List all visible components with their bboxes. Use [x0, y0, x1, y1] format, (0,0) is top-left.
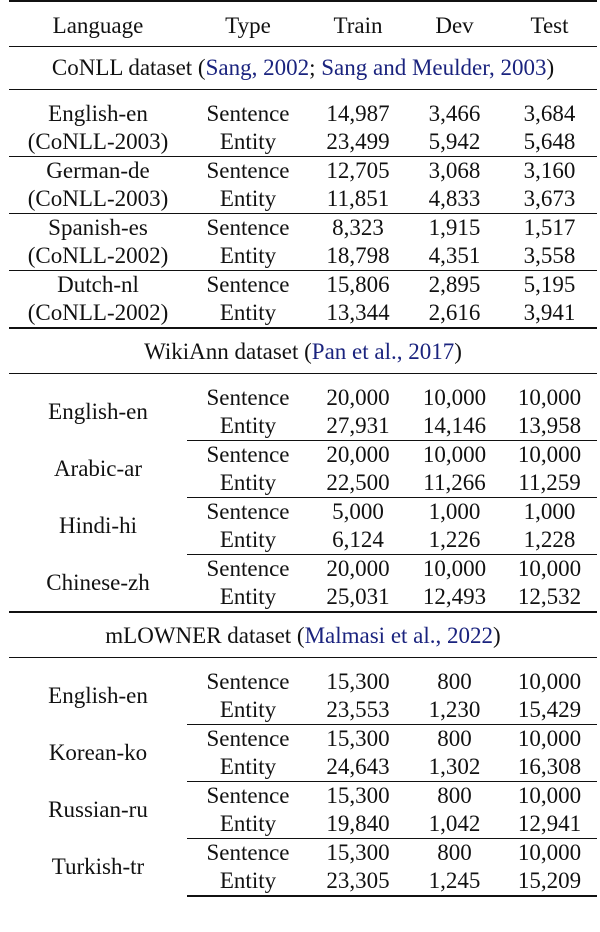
table-row	[9, 782, 597, 811]
language-sub-cell: (CoNLL-2003)	[9, 185, 187, 214]
type-cell: Entity	[187, 526, 309, 555]
language-cell: Dutch-nl	[57, 272, 139, 297]
type-cell: Entity	[219, 584, 277, 609]
dev-cell: 800	[437, 726, 472, 751]
citation-separator: ;	[309, 55, 322, 80]
test-cell: 12,532	[517, 584, 582, 609]
table-row	[9, 100, 597, 128]
dev-cell: 10,000	[422, 556, 487, 581]
language-sub-cell: (CoNLL-2003)	[9, 128, 187, 157]
section-title	[9, 328, 597, 374]
test-cell: 1,000	[523, 499, 576, 524]
dev-cell: 2,616	[428, 300, 481, 325]
dev-cell: 11,266	[407, 469, 502, 498]
test-cell: 10,000	[517, 556, 582, 581]
train-cell: 15,806	[326, 272, 390, 297]
test-cell: 10,000	[517, 783, 582, 808]
dev-cell: 1,000	[428, 499, 481, 524]
header-row	[9, 1, 597, 47]
test-cell: 13,958	[502, 412, 597, 441]
dev-cell: 4,833	[407, 185, 502, 214]
test-cell: 10,000	[517, 385, 582, 410]
train-cell: 23,305	[309, 867, 407, 896]
language-cell: Turkish-tr	[51, 854, 145, 880]
train-cell: 20,000	[326, 556, 390, 581]
col-header-test: Test	[502, 1, 597, 47]
stats-table	[9, 0, 597, 897]
table-row	[9, 299, 597, 328]
type-cell: Entity	[187, 242, 309, 271]
table-row	[9, 242, 597, 271]
dev-cell: 800	[437, 840, 472, 865]
dataset-statistics-table	[9, 0, 597, 897]
col-header-type: Type	[187, 1, 309, 47]
train-cell: 13,344	[326, 300, 390, 325]
type-cell: Sentence	[206, 783, 290, 808]
language-cell: Arabic-ar	[53, 456, 143, 481]
citation-link[interactable]: Sang and Meulder, 2003	[321, 55, 547, 80]
section-title-row	[9, 47, 597, 90]
dev-cell: 1,230	[407, 696, 502, 725]
test-cell: 15,209	[502, 867, 597, 896]
section-title-text: CoNLL dataset (	[51, 55, 206, 80]
train-cell: 6,124	[309, 526, 407, 555]
type-cell: Sentence	[206, 726, 290, 751]
dev-cell: 1,245	[407, 867, 502, 896]
dev-cell: 10,000	[422, 385, 487, 410]
table-row	[9, 185, 597, 214]
dev-cell: 12,493	[422, 584, 487, 609]
language-cell: German-de	[46, 158, 150, 183]
type-cell: Sentence	[206, 840, 290, 865]
type-cell: Entity	[219, 300, 277, 325]
train-cell: 20,000	[326, 385, 390, 410]
citation-link[interactable]: Sang, 2002	[205, 55, 310, 80]
dev-cell: 1,226	[407, 526, 502, 555]
test-cell: 1,517	[523, 215, 576, 240]
train-cell: 20,000	[326, 442, 390, 467]
table-row	[9, 214, 597, 243]
section-title-row	[9, 612, 597, 658]
test-cell: 1,228	[502, 526, 597, 555]
type-cell: Entity	[187, 810, 309, 839]
language-cell: Chinese-zh	[46, 569, 150, 595]
train-cell: 11,851	[309, 185, 407, 214]
table-row	[9, 555, 597, 584]
type-cell: Sentence	[206, 158, 290, 183]
train-cell: 15,300	[326, 726, 390, 751]
dev-cell: 4,351	[407, 242, 502, 271]
test-cell: 10,000	[517, 442, 582, 467]
section-title-suffix: )	[546, 55, 555, 80]
language-cell: Hindi-hi	[59, 513, 137, 538]
citation-link[interactable]: Pan et al., 2017	[311, 339, 455, 364]
table-row	[9, 441, 597, 470]
language-cell: Korean-ko	[48, 740, 148, 765]
train-cell: 23,553	[309, 696, 407, 725]
section-conll	[9, 47, 597, 329]
col-header-train: Train	[309, 1, 407, 47]
train-cell: 12,705	[326, 158, 390, 183]
train-cell: 19,840	[309, 810, 407, 839]
type-cell: Sentence	[206, 385, 290, 410]
dev-cell: 14,146	[407, 412, 502, 441]
language-cell: Russian-ru	[48, 797, 148, 822]
type-cell: Entity	[187, 753, 309, 782]
test-cell: 3,673	[502, 185, 597, 214]
train-cell: 8,323	[332, 215, 384, 240]
table-row	[9, 498, 597, 527]
test-cell: 15,429	[502, 696, 597, 725]
col-header-dev: Dev	[407, 1, 502, 47]
section-title-suffix: )	[454, 339, 462, 364]
language-sub-cell: (CoNLL-2002)	[9, 242, 187, 271]
train-cell: 5,000	[332, 499, 384, 524]
train-cell: 27,931	[309, 412, 407, 441]
train-cell: 25,031	[326, 584, 390, 609]
dev-cell: 10,000	[422, 442, 487, 467]
type-cell: Sentence	[206, 669, 290, 694]
section-mlowner	[9, 612, 597, 896]
test-cell: 3,558	[502, 242, 597, 271]
type-cell: Sentence	[206, 215, 290, 240]
test-cell: 10,000	[517, 840, 582, 865]
dev-cell: 800	[437, 669, 472, 694]
test-cell: 11,259	[502, 469, 597, 498]
table-row	[9, 157, 597, 186]
type-cell: Sentence	[206, 101, 290, 126]
citation-link[interactable]: Malmasi et al., 2022	[304, 623, 494, 648]
type-cell: Entity	[187, 867, 309, 896]
dev-cell: 1,302	[407, 753, 502, 782]
table-row	[9, 839, 597, 868]
dev-cell: 1,915	[428, 215, 481, 240]
test-cell: 10,000	[517, 726, 582, 751]
type-cell: Entity	[187, 412, 309, 441]
table-row	[9, 128, 597, 157]
test-cell: 5,195	[523, 272, 576, 297]
test-cell: 12,941	[502, 810, 597, 839]
train-cell: 15,300	[326, 783, 390, 808]
section-title-text: WikiAnn dataset (	[144, 339, 312, 364]
type-cell: Sentence	[206, 272, 290, 297]
test-cell: 5,648	[502, 128, 597, 157]
section-title-row	[9, 328, 597, 374]
type-cell: Entity	[187, 128, 309, 157]
test-cell: 3,684	[523, 101, 576, 126]
train-cell: 22,500	[309, 469, 407, 498]
language-cell: English-en	[48, 101, 148, 126]
language-cell: English-en	[48, 399, 148, 425]
type-cell: Entity	[187, 469, 309, 498]
test-cell: 16,308	[502, 753, 597, 782]
section-wikiann	[9, 328, 597, 612]
train-cell: 14,987	[326, 101, 390, 126]
test-cell: 3,160	[523, 158, 576, 183]
section-title-suffix: )	[493, 623, 501, 648]
type-cell: Entity	[187, 185, 309, 214]
test-cell: 3,941	[523, 300, 576, 325]
section-title	[9, 47, 597, 90]
dev-cell: 5,942	[407, 128, 502, 157]
train-cell: 18,798	[309, 242, 407, 271]
language-cell: Spanish-es	[48, 215, 148, 240]
type-cell: Sentence	[206, 499, 290, 524]
train-cell: 23,499	[309, 128, 407, 157]
type-cell: Entity	[187, 696, 309, 725]
table-row	[9, 668, 597, 696]
train-cell: 24,643	[309, 753, 407, 782]
language-sub-cell: (CoNLL-2002)	[27, 300, 169, 325]
type-cell: Sentence	[206, 442, 290, 467]
dev-cell: 2,895	[428, 272, 481, 297]
dev-cell: 3,068	[428, 158, 481, 183]
col-header-language: Language	[9, 1, 187, 47]
section-title	[9, 612, 597, 658]
type-cell: Sentence	[206, 556, 290, 581]
language-cell: English-en	[48, 683, 148, 709]
test-cell: 10,000	[517, 669, 582, 694]
dev-cell: 3,466	[428, 101, 481, 126]
dev-cell: 1,042	[407, 810, 502, 839]
train-cell: 15,300	[326, 840, 390, 865]
dev-cell: 800	[437, 783, 472, 808]
table-row	[9, 384, 597, 412]
table-row	[9, 725, 597, 754]
section-title-text: mLOWNER dataset (	[105, 623, 305, 648]
table-row	[9, 271, 597, 300]
train-cell: 15,300	[326, 669, 390, 694]
